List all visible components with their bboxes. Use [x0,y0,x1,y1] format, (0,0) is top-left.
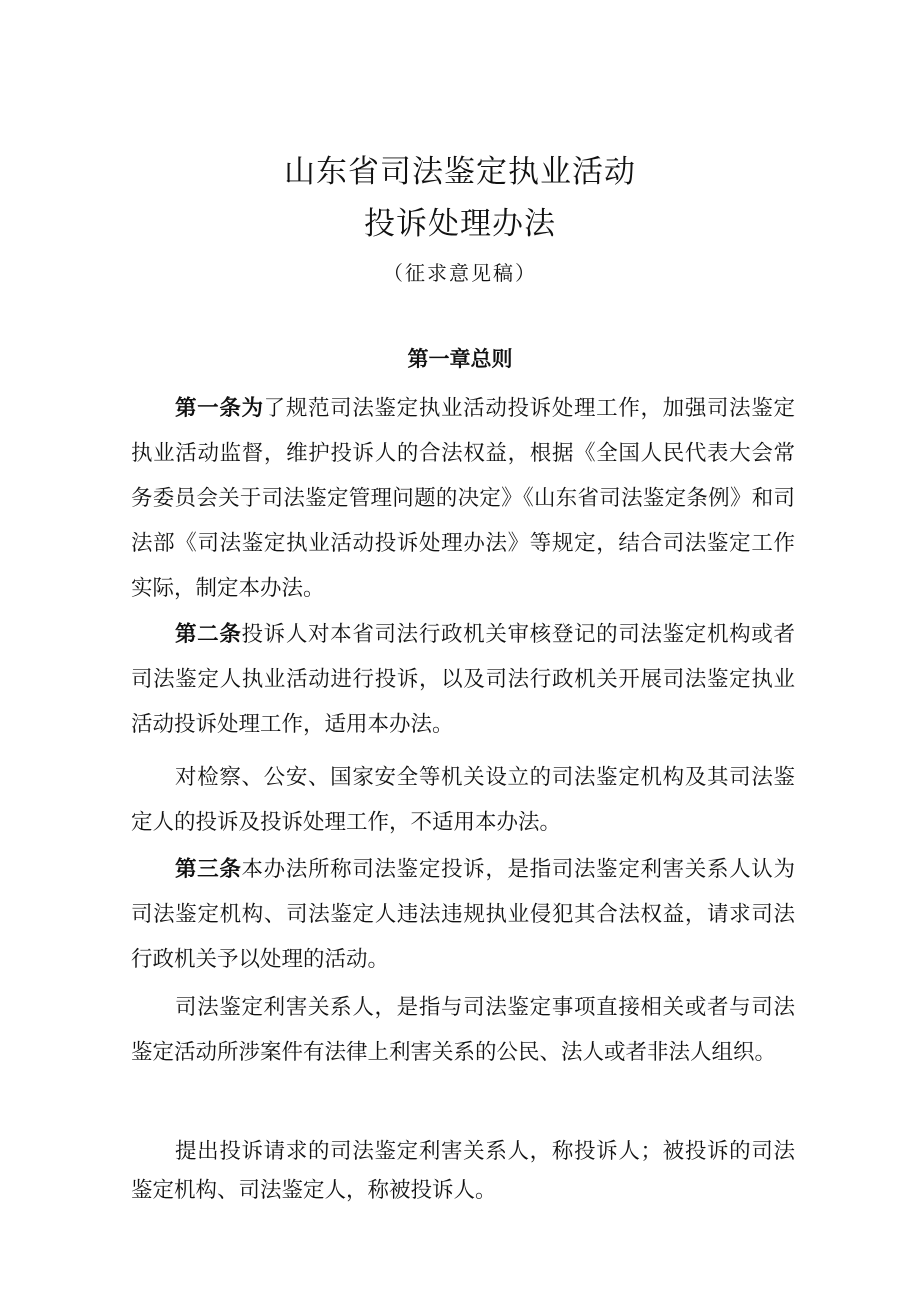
document-title-line-2: 投诉处理办法 [364,206,556,242]
article-2-clause-2 [131,755,795,845]
article-1-paragraph [131,386,795,611]
article-1-label: 第一条为 [175,396,264,421]
article-3-clause-3 [131,1132,795,1210]
chapter-heading: 第一章总则 [407,347,513,371]
article-3-clause-3-text: 提出投诉请求的司法鉴定利害关系人，称投诉人；被投诉的司法鉴定机构、司法鉴定人，称被投诉人。 [131,1139,795,1203]
article-1-text: 了规范司法鉴定执业活动投诉处理工作，加强司法鉴定执业活动监督，维护投诉人的合法权益，根据《全国人民代表大会常务委员会关于司法鉴定管理问题的决定》《山东省司法鉴定条例》和司法部《司法鉴定执业活动投诉处理办法》等规定，结合司法鉴定工作实际，制定本办法。 [131,396,795,601]
article-2-paragraph [131,612,795,747]
article-3-clause-2 [131,985,795,1075]
article-3-text: 本办法所称司法鉴定投诉，是指司法鉴定利害关系人认为司法鉴定机构、司法鉴定人违法违规执业侵犯其合法权益，请求司法行政机关予以处理的活动。 [131,857,795,972]
article-3-label: 第三条 [175,857,242,882]
document-title-line-1: 山东省司法鉴定执业活动 [284,154,636,190]
article-3-clause-2-text: 司法鉴定利害关系人，是指与司法鉴定事项直接相关或者与司法鉴定活动所涉案件有法律上利害关系的公民、法人或者非法人组织。 [131,995,795,1065]
article-2-clause-2-text: 对检察、公安、国家安全等机关设立的司法鉴定机构及其司法鉴定人的投诉及投诉处理工作，不适用本办法。 [131,765,795,835]
document-subtitle: （征求意见稿） [383,261,537,285]
article-2-text: 投诉人对本省司法行政机关审核登记的司法鉴定机构或者司法鉴定人执业活动进行投诉，以及司法行政机关开展司法鉴定执业活动投诉处理工作，适用本办法。 [131,622,795,737]
article-3-paragraph [131,847,795,982]
article-2-label: 第二条 [175,622,242,647]
